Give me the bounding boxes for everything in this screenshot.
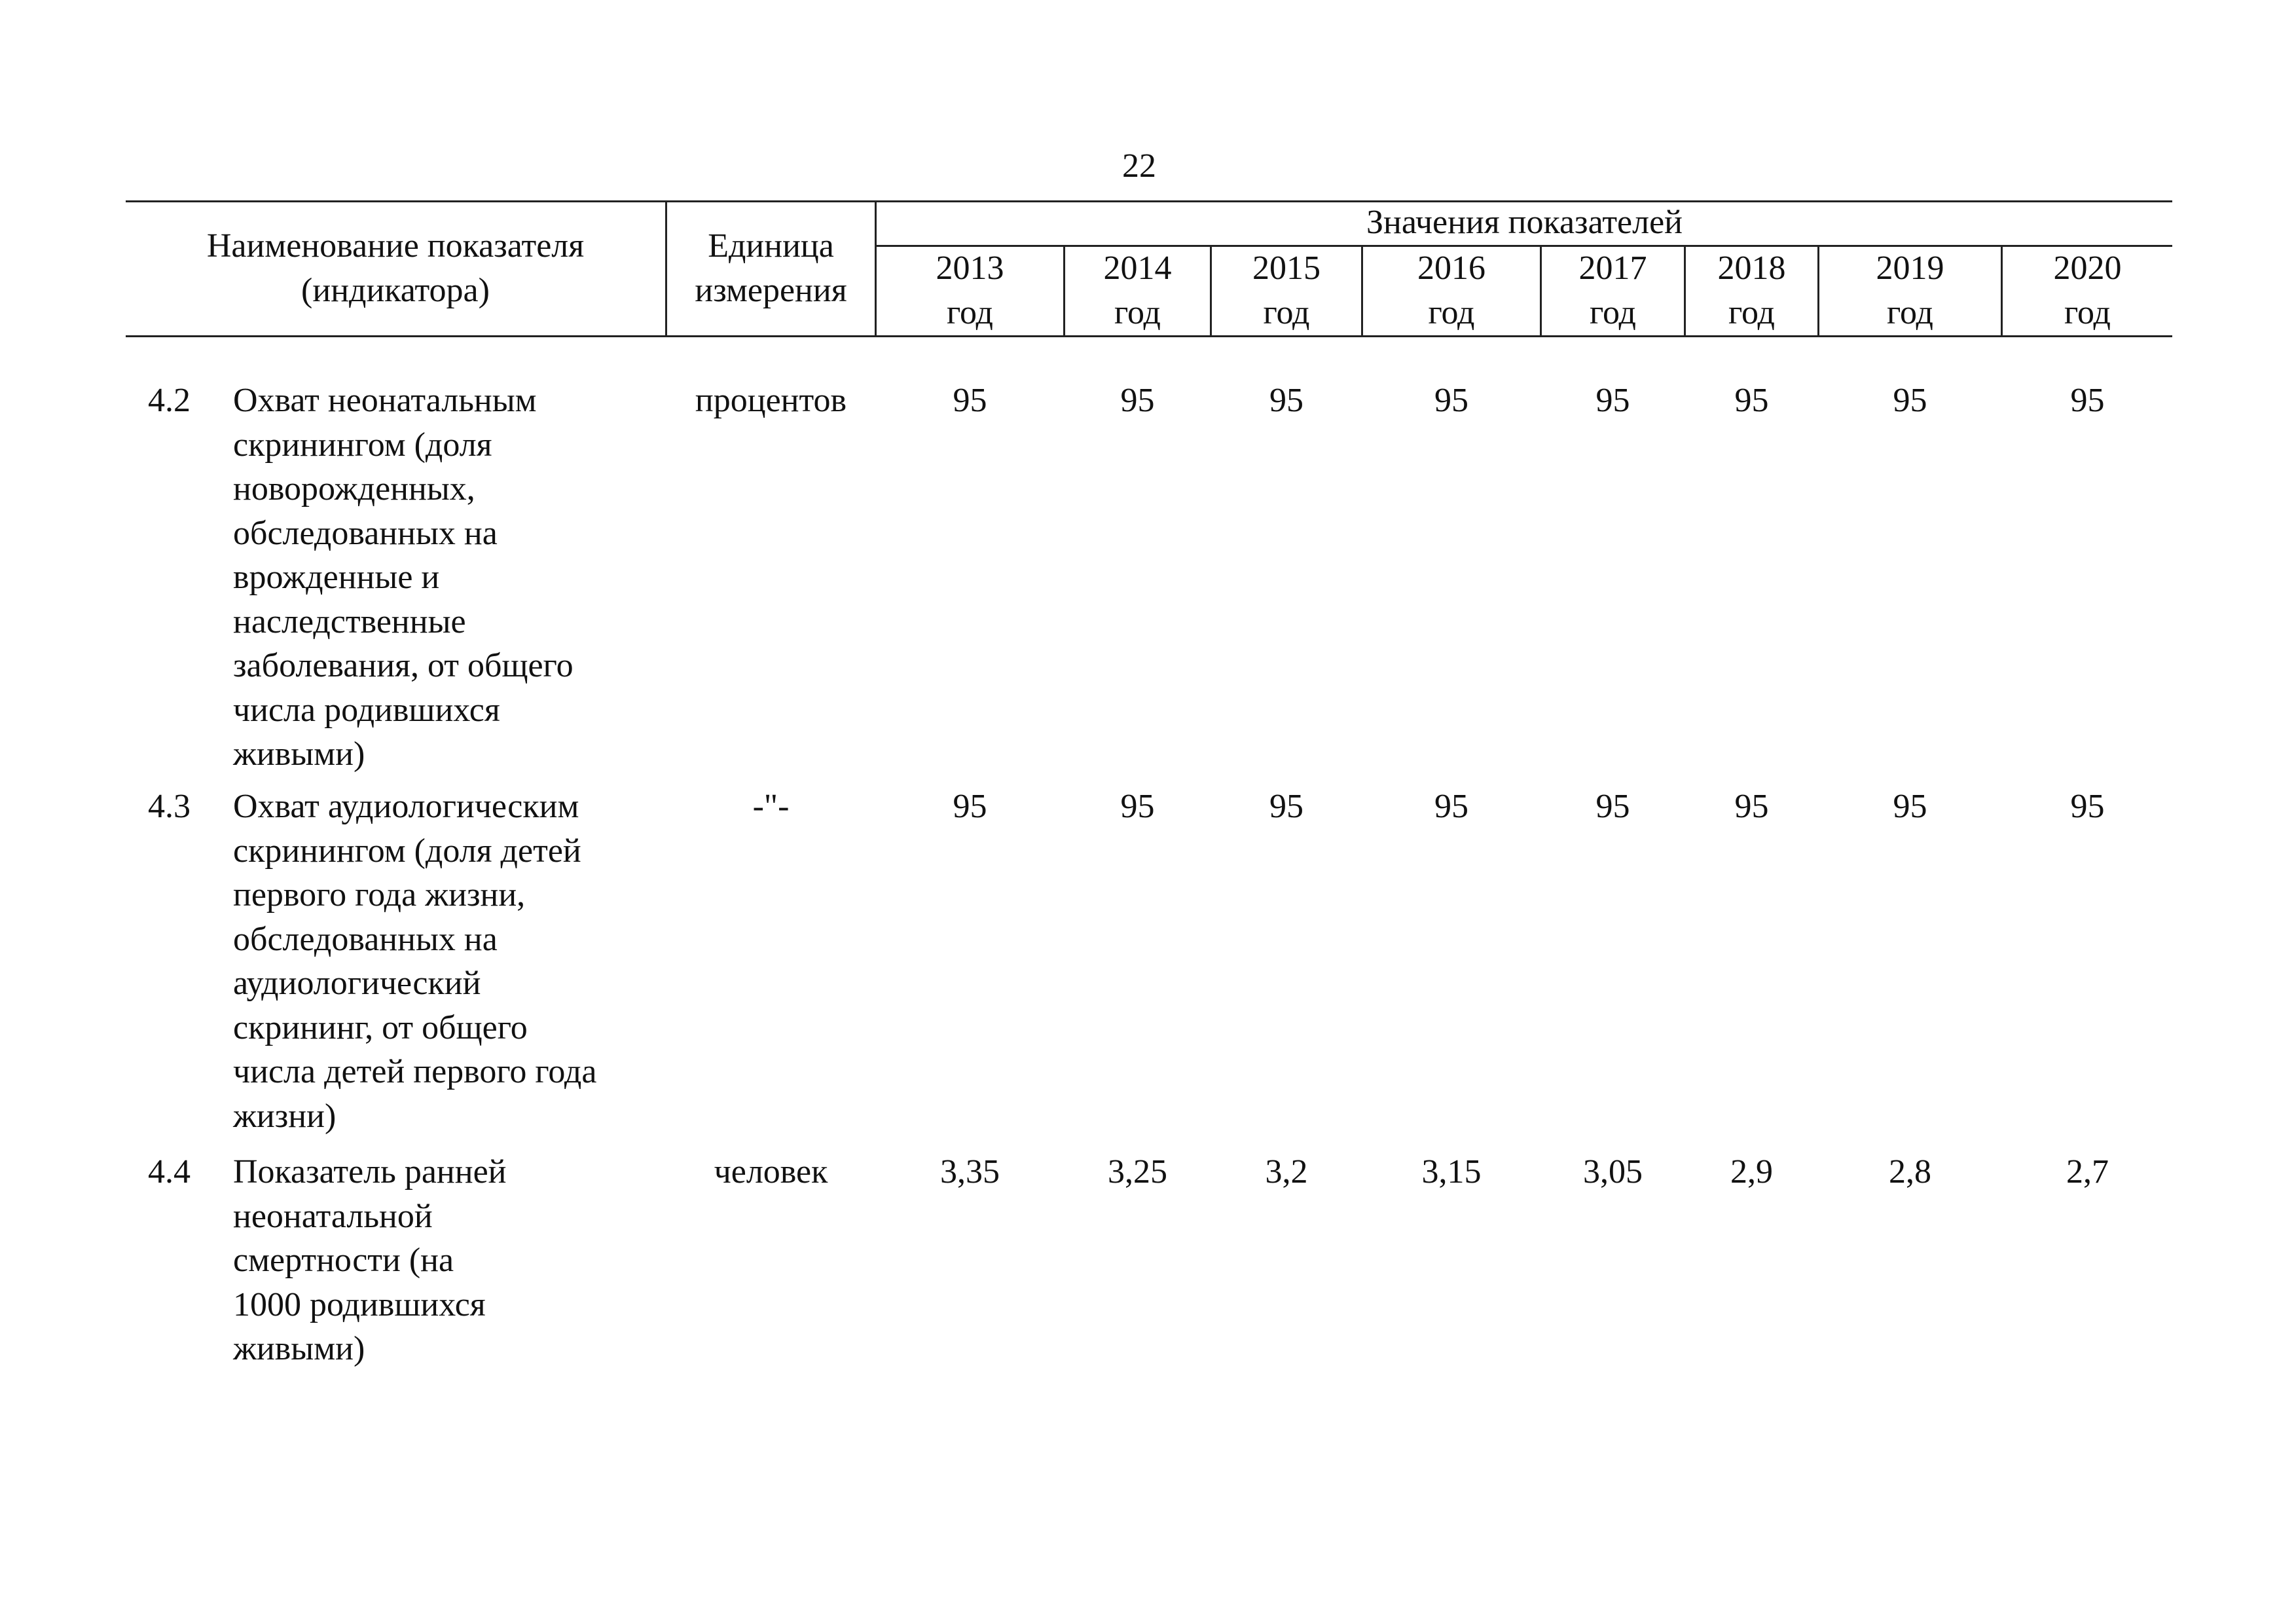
row-number: 4.2 [148,382,191,419]
name-line: Охват неонатальным [233,382,537,419]
value-2014: 95 [1120,788,1155,825]
year-header-2019 [1819,246,2001,335]
value-2020: 95 [2070,382,2105,419]
year-header-2015 [1212,246,1361,335]
name-line: скрининг, от общего [233,1008,528,1046]
header-unit-column [667,224,875,313]
name-line: числа родившихся [233,691,500,729]
value-2017: 95 [1595,788,1630,825]
year-word: год [1590,294,1636,331]
year-label: 2018 [1717,249,1786,287]
name-line: живыми) [233,1330,365,1367]
year-header-2017 [1542,246,1684,335]
year-word: год [1887,294,1933,331]
header-values-group: Значения показателей [1366,204,1683,241]
name-line: живыми) [233,735,365,773]
value-2016: 95 [1434,788,1468,825]
name-line: смертности (на [233,1242,454,1279]
year-header-2014 [1065,246,1210,335]
indicator-name [233,378,665,777]
year-label: 2017 [1578,249,1647,287]
value-2016: 95 [1434,382,1468,419]
value-2014: 95 [1120,382,1155,419]
year-word: год [1114,294,1161,331]
year-label: 2019 [1876,249,1944,287]
page-number: 22 [1122,147,1156,185]
value-2019: 2,8 [1889,1153,1931,1190]
name-line: врожденные и [233,559,440,596]
value-2019: 95 [1893,382,1927,419]
year-header-2016 [1363,246,1540,335]
name-line: 1000 родившихся [233,1285,486,1323]
value-2015: 95 [1269,788,1303,825]
year-header-2018 [1686,246,1817,335]
year-word: год [1263,294,1310,331]
name-line: наследственные [233,602,466,640]
header-name-line1: Наименование показателя [206,227,585,265]
value-2017: 95 [1595,382,1630,419]
value-2019: 95 [1893,788,1927,825]
name-line: первого года жизни, [233,876,526,913]
indicator-name [233,784,665,1138]
year-word: год [1728,294,1775,331]
header-name-line2: (индикатора) [301,272,490,309]
name-line: скринингом (доля детей [233,832,581,870]
value-2018: 95 [1734,382,1769,419]
value-2013: 95 [953,788,987,825]
name-line: заболевания, от общего [233,647,574,684]
value-2013: 95 [953,382,987,419]
value-2018: 95 [1734,788,1769,825]
unit-cell: процентов [695,382,847,419]
year-label: 2013 [936,249,1004,287]
header-unit-line1: Единица [708,227,834,265]
row-number: 4.3 [148,788,191,825]
year-label: 2014 [1103,249,1172,287]
name-line: жизни) [233,1097,337,1135]
year-word: год [2064,294,2111,331]
header-unit-line2: измерения [695,272,847,309]
name-line: аудиологический [233,965,481,1002]
value-2016: 3,15 [1421,1153,1482,1190]
year-label: 2020 [2053,249,2122,287]
year-label: 2015 [1252,249,1321,287]
value-2017: 3,05 [1583,1153,1643,1190]
header-name-column [126,224,665,313]
value-2020: 2,7 [2066,1153,2109,1190]
name-line: Охват аудиологическим [233,788,579,825]
header-bottom-rule [126,335,2172,337]
name-line: числа детей первого года [233,1053,597,1090]
value-2018: 2,9 [1730,1153,1773,1190]
name-line: обследованных на [233,920,498,958]
value-2014: 3,25 [1108,1153,1167,1190]
year-label: 2016 [1417,249,1485,287]
name-line: обследованных на [233,514,498,552]
row-number: 4.4 [148,1153,191,1190]
indicator-name [233,1150,665,1371]
year-header-2013 [877,246,1063,335]
year-word: год [947,294,993,331]
value-2015: 95 [1269,382,1303,419]
name-line: новорожденных, [233,470,475,507]
year-header-2020 [2003,246,2172,335]
name-line: Показатель ранней [233,1153,507,1190]
year-word: год [1428,294,1475,331]
unit-cell: человек [714,1153,828,1190]
unit-cell: -"- [752,788,790,825]
name-line: неонатальной [233,1197,433,1235]
name-line: скринингом (доля [233,426,492,464]
value-2020: 95 [2070,788,2105,825]
value-2013: 3,35 [940,1153,1000,1190]
value-2015: 3,2 [1265,1153,1308,1190]
